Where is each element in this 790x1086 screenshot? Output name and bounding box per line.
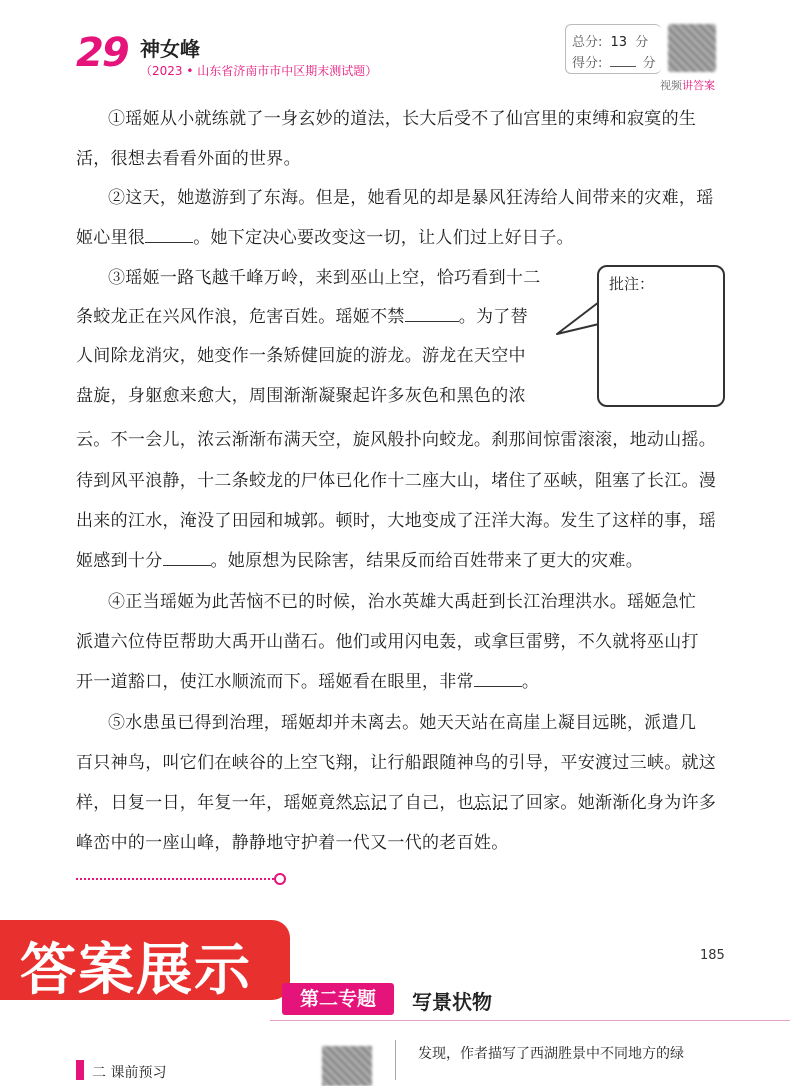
paragraph-5-line-2: 百只神鸟，叫它们在峡谷的上空飞翔，让行船跟随神鸟的引导，平安渡过三峡。就这 — [76, 753, 717, 773]
marked-word-2: 忘记 — [473, 793, 509, 813]
paragraph-3-line-6: 待到风平浪静，十二条蛟龙的尸体已化作十二座大山，堵住了巫峡，阻塞了长江。漫 — [76, 471, 717, 491]
bottom-marker — [76, 1060, 84, 1080]
score-total: 总分: 13 分 — [572, 35, 649, 50]
paragraph-5-line-1: ⑤水患虽已得到治理，瑶姬却并未离去。她天天站在高崖上凝目远眺，派遣几 — [108, 713, 697, 733]
paragraph-5-line-3: 样，日复一日，年复一年，瑶姬竟然忘记了自己，也忘记了回家。她渐渐化身为许多 — [76, 793, 717, 813]
bottom-text: 发现，作者描写了西湖胜景中不同地方的绿 — [418, 1046, 684, 1062]
section-tag: 第二专题 — [282, 983, 394, 1015]
bubble-tail — [555, 300, 601, 340]
score-box — [565, 24, 661, 74]
paragraph-3-line-8: 姬感到十分 。她原想为民除害，结果反而给百姓带来了更大的灾难。 — [76, 541, 643, 581]
blank-4[interactable] — [474, 669, 522, 687]
qr-code-icon[interactable] — [668, 24, 716, 72]
paragraph-3-line-1: ③瑶姬一路飞越千峰万岭，来到巫山上空，恰巧看到十二 — [108, 268, 541, 288]
lesson-title: 神女峰 — [140, 37, 200, 61]
lesson-source: （2023 • 山东省济南市市中区期末测试题） — [140, 64, 378, 78]
marked-word-1: 忘记 — [352, 793, 388, 813]
bottom-left-heading: 二 课前预习 — [92, 1065, 167, 1081]
paragraph-2-line-1: ②这天，她遨游到了东海。但是，她看见的却是暴风狂涛给人间带来的灾难，瑶 — [108, 188, 714, 208]
qr-code-icon-bottom[interactable] — [322, 1046, 372, 1086]
paragraph-4-line-3: 开一道豁口，使江水顺流而下。瑶姬看在眼里，非常 。 — [76, 662, 539, 702]
video-answer-label[interactable]: 视频讲答案 — [660, 79, 715, 92]
paragraph-3-line-2: 条蛟龙正在兴风作浪，危害百姓。瑶姬不禁 。为了替 — [76, 297, 528, 337]
column-divider — [395, 1040, 396, 1080]
page-number: 185 — [700, 948, 725, 963]
blank-1[interactable] — [145, 225, 193, 243]
section-title: 写景状物 — [412, 990, 492, 1014]
divider-end-icon — [274, 873, 286, 885]
paragraph-4-line-1: ④正当瑶姬为此苦恼不已的时候，治水英雄大禹赶到长江治理洪水。瑶姬急忙 — [108, 592, 697, 612]
comment-box[interactable] — [597, 265, 725, 407]
comment-label: 批注： — [609, 275, 655, 293]
score-blank[interactable] — [610, 66, 636, 67]
paragraph-4-line-2: 派遣六位侍臣帮助大禹开山凿石。他们或用闪电轰，或拿巨雷劈，不久就将巫山打 — [76, 632, 699, 652]
lesson-number: 29 — [76, 30, 128, 76]
section-divider — [270, 1020, 790, 1021]
divider — [76, 878, 274, 880]
answer-banner-label: 答案展示 — [20, 938, 252, 1003]
blank-3[interactable] — [163, 548, 211, 566]
blank-2[interactable] — [405, 304, 459, 322]
paragraph-3-line-5: 云。不一会儿，浓云渐渐布满天空，旋风般扑向蛟龙。刹那间惊雷滚滚，地动山摇。 — [76, 430, 717, 450]
paragraph-2-line-2: 姬心里很 。她下定决心要改变这一切，让人们过上好日子。 — [76, 218, 574, 258]
paragraph-5-line-4: 峰峦中的一座山峰，静静地守护着一代又一代的老百姓。 — [76, 833, 509, 853]
paragraph-3-line-4: 盘旋，身躯愈来愈大，周围渐渐凝聚起许多灰色和黑色的浓 — [76, 386, 526, 406]
paragraph-3-line-7: 出来的江水，淹没了田园和城郭。顿时，大地变成了汪洋大海。发生了这样的事，瑶 — [76, 511, 717, 531]
paragraph-1-line-1: ①瑶姬从小就练就了一身玄妙的道法，长大后受不了仙宫里的束缚和寂寞的生 — [108, 109, 697, 129]
paragraph-3-line-3: 人间除龙消灾，她变作一条矫健回旋的游龙。游龙在天空中 — [76, 346, 526, 366]
paragraph-1-line-2: 活，很想去看看外面的世界。 — [76, 149, 301, 169]
answer-banner[interactable] — [0, 920, 290, 1003]
score-got: 得分: 分 — [572, 56, 656, 71]
